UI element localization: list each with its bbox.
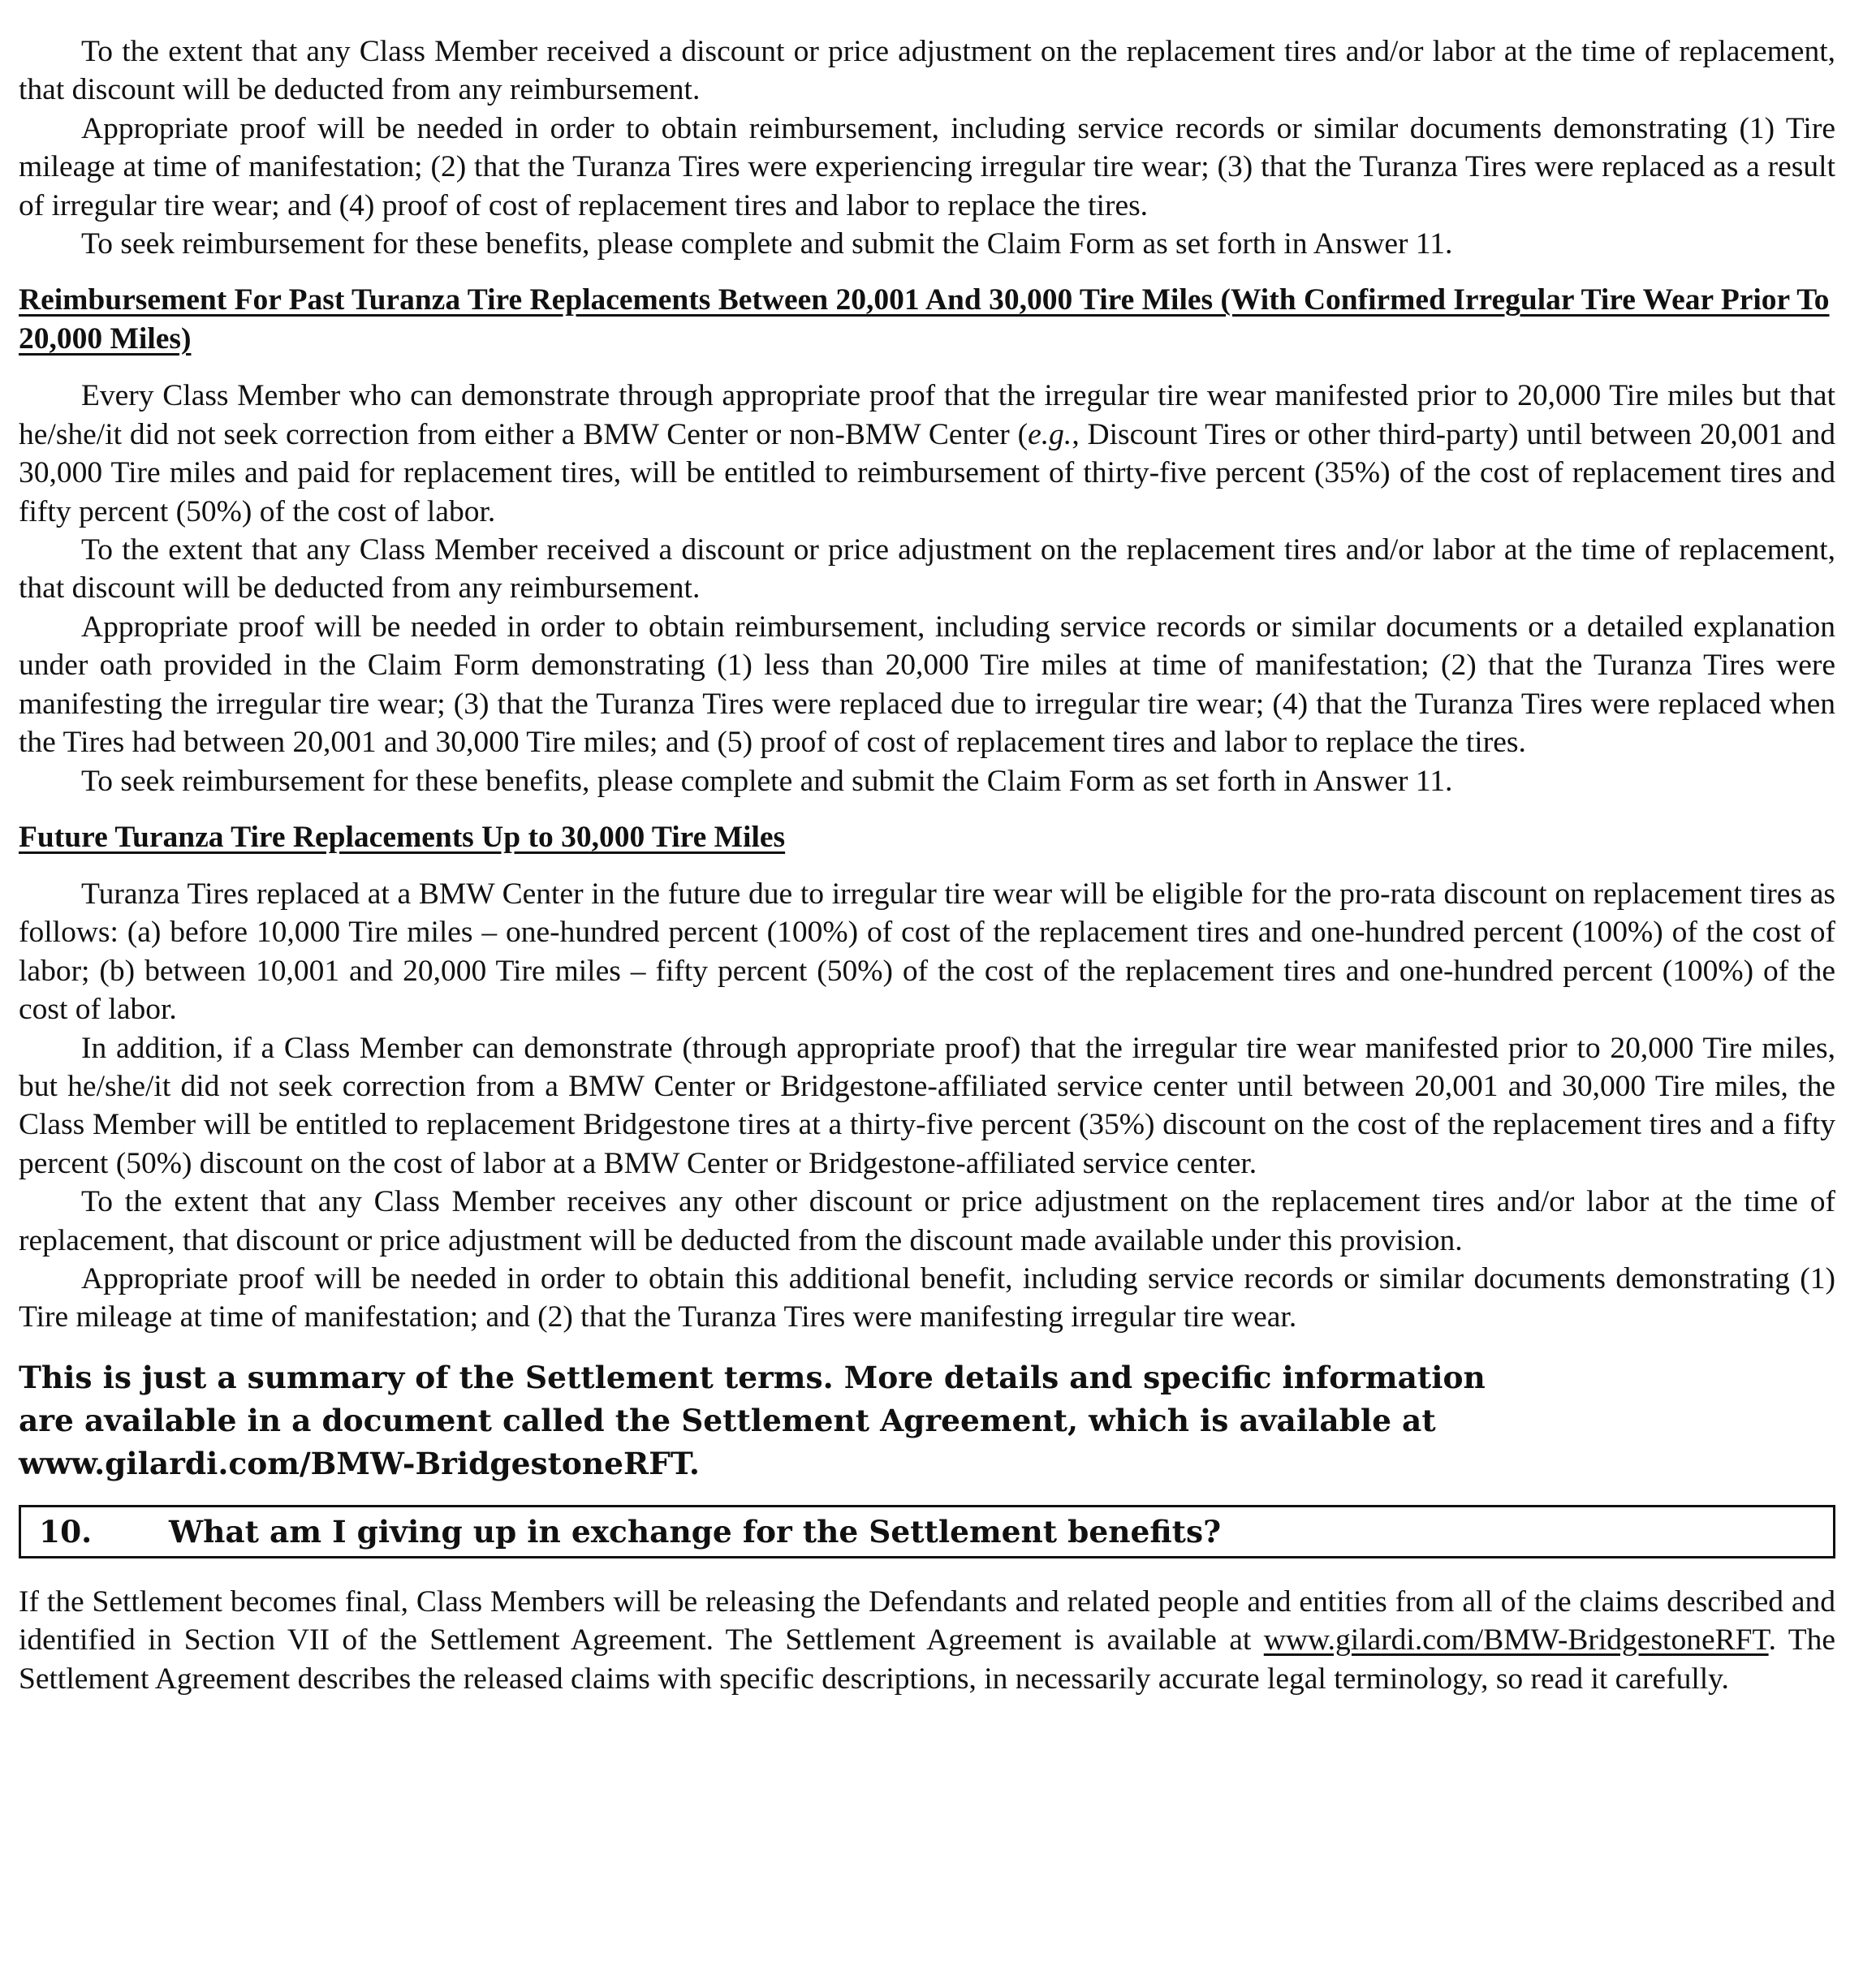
summary-website: www.gilardi.com/BMW-BridgestoneRFT. xyxy=(19,1445,700,1481)
settlement-summary-note xyxy=(19,1356,1835,1485)
other-discount-paragraph: To the extent that any Class Member receives any other discount or price adjustment on the replacement tires and/or labor at the time of replacement, that discount or price adjustment will be deducted from the discount made available under this provision. xyxy=(19,1185,1835,1257)
answer-text-start: If the Settlement becomes final, Class Members will be releasing the Defendants and related people and entities from all of the claims described and identified in Section VII of the Settlement Agreement. The Settlement Agreement is available at xyxy=(19,1584,1835,1658)
question-text: What am I giving up in exchange for the Settlement benefits? xyxy=(169,1513,1222,1550)
section-heading-past-replacements: Reimbursement For Past Turanza Tire Replacements Between 20,001 And 30,000 Tire Miles (With Confirmed Irregular Tire Wear Prior To 20,000 Miles) xyxy=(19,283,1830,356)
discount-deduction-paragraph: To the extent that any Class Member received a discount or price adjustment on the replacement tires and/or labor at the time of replacement, that discount will be deducted from any reimbursement. xyxy=(19,533,1835,606)
section-heading-future-replacements: Future Turanza Tire Replacements Up to 30,000 Tire Miles xyxy=(19,820,786,854)
proof-paragraph: Appropriate proof will be needed in order to obtain reimbursement, including service records or similar documents demonstrating (1) Tire mileage at time of manifestation; (2) that the Turanza Tires were experiencing irregular tire wear; (3) that the Turanza Tires were replaced as a result of irregular tire wear; and (4) proof of cost of replacement tires and labor to replace the tires. xyxy=(19,111,1835,222)
discount-deduction-paragraph: To the extent that any Class Member received a discount or price adjustment on the replacement tires and/or labor at the time of replacement, that discount will be deducted from any reimbursement. xyxy=(19,35,1835,107)
settlement-website-link[interactable]: www.gilardi.com/BMW-BridgestoneRFT xyxy=(1263,1623,1769,1658)
summary-line: are available in a document called the Settlement Agreement, which is available at xyxy=(19,1402,1436,1438)
release-answer-paragraph xyxy=(19,1583,1835,1698)
additional-eligibility-paragraph: In addition, if a Class Member can demonstrate (through appropriate proof) that the irregular tire wear manifested prior to 20,000 Tire miles, but he/she/it did not seek correction from a BMW Center or Bridgestone-affiliated service center until between 20,001 and 30,000 Tire miles, the Class Member will be entitled to replacement Bridgestone tires at a thirty-five percent (35%) discount on the cost of the replacement tires and a fifty percent (50%) discount on the cost of labor at a BMW Center or Bridgestone-affiliated service center. xyxy=(19,1031,1835,1180)
additional-proof-paragraph: Appropriate proof will be needed in order to obtain this additional benefit, including service records or similar documents demonstrating (1) Tire mileage at time of manifestation; and (2) that the Turanza Tires were manifesting irregular tire wear. xyxy=(19,1261,1835,1334)
claim-instruction-paragraph: To seek reimbursement for these benefits, please complete and submit the Claim Form as set forth in Answer 11. xyxy=(81,764,1453,798)
answer-text-end: . The Settlement Agreement describes the released claims with specific descriptions, in necessarily accurate legal terminology, so read it carefully. xyxy=(19,1623,1836,1696)
eg-abbreviation: e.g. xyxy=(1028,417,1072,451)
summary-line: This is just a summary of the Settlement terms. More details and specific information xyxy=(19,1359,1486,1395)
question-box xyxy=(19,1505,1835,1558)
eligibility-paragraph xyxy=(19,377,1835,531)
claim-instruction-paragraph: To seek reimbursement for these benefits, please complete and submit the Claim Form as set forth in Answer 11. xyxy=(81,227,1453,261)
question-number: 10. xyxy=(39,1513,93,1550)
pro-rata-discount-paragraph: Turanza Tires replaced at a BMW Center in the future due to irregular tire wear will be eligible for the pro-rata discount on replacement tires as follows: (a) before 10,000 Tire miles – one-hundred percent (100%) of cost of the replacement tires and one-hundred percent (100%) of the cost of labor; (b) between 10,001 and 20,000 Tire miles – fifty percent (50%) of the cost of the replacement tires and one-hundred percent (100%) of the cost of labor. xyxy=(19,877,1835,1027)
eligibility-text-start: Every Class Member who can demonstrate through appropriate proof that the irregular tire wear manifested prior to 20,000 Tire miles but that he/she/it did not seek correction from either a BMW Center or non-BMW Center ( xyxy=(19,379,1835,451)
eligibility-text-end: , Discount Tires or other third-party) until between 20,001 and 30,000 Tire miles and paid for replacement tires, will be entitled to reimbursement of thirty-five percent (35%) of the cost of replacement tires and fifty percent (50%) of the cost of labor. xyxy=(19,417,1836,528)
proof-paragraph: Appropriate proof will be needed in order to obtain reimbursement, including service records or similar documents or a detailed explanation under oath provided in the Claim Form demonstrating (1) less than 20,000 Tire miles at time of manifestation; (2) that the Turanza Tires were manifesting the irregular tire wear; (3) that the Turanza Tires were replaced due to irregular tire wear; (4) that the Turanza Tires were replaced when the Tires had between 20,001 and 30,000 Tire miles; and (5) proof of cost of replacement tires and labor to replace the tires. xyxy=(19,610,1835,760)
